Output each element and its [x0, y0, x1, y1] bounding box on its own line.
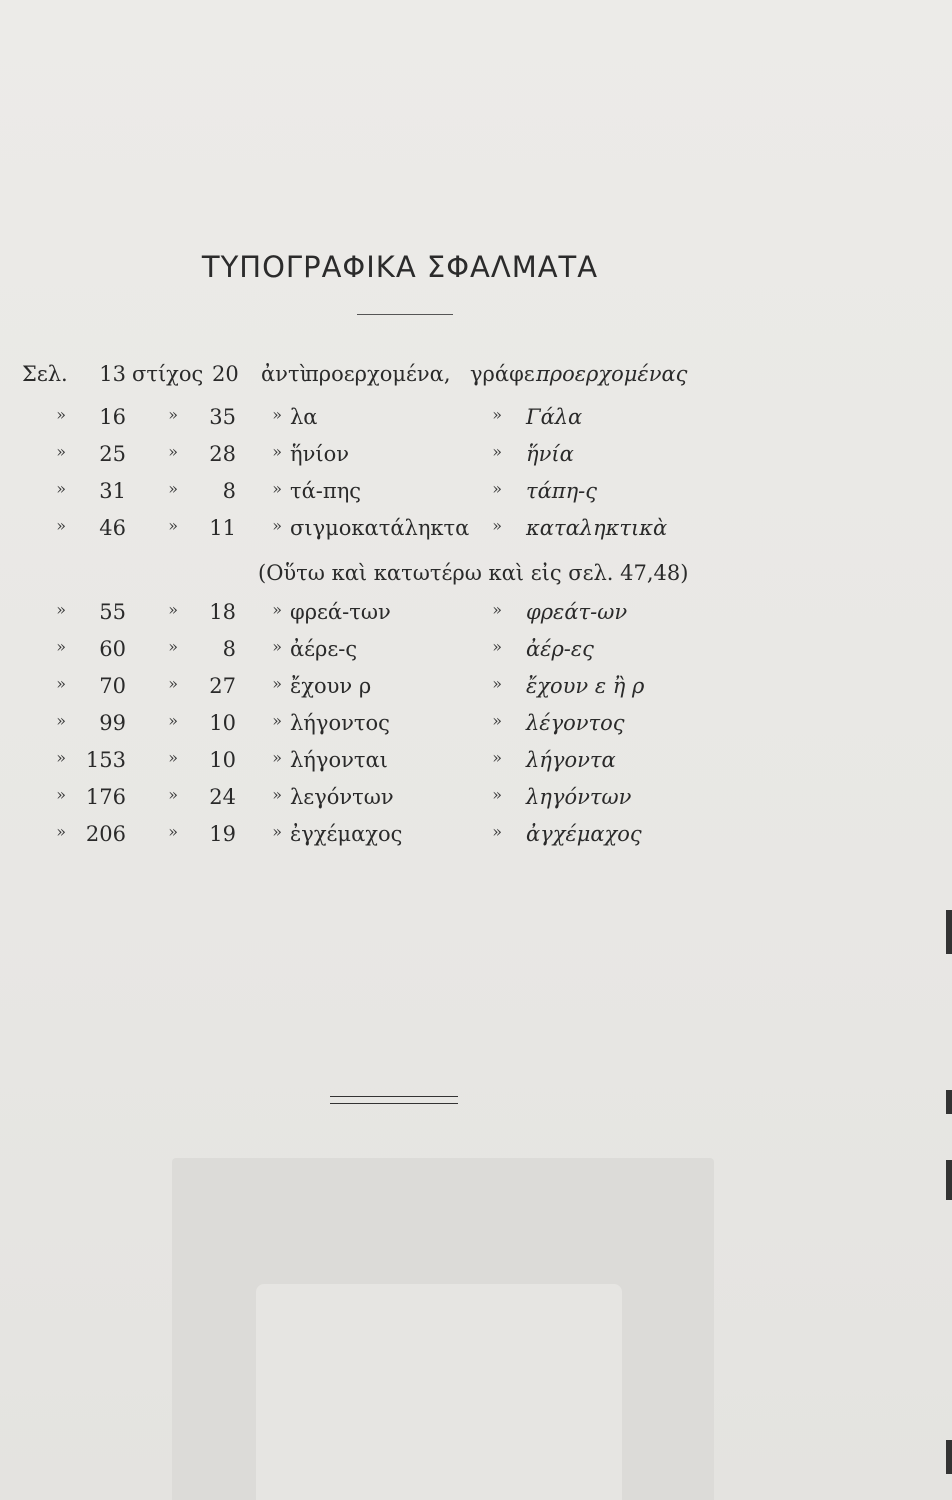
wrong-label: ἀντὶ: [261, 362, 308, 386]
title-divider: [357, 314, 453, 315]
line-number: 27: [209, 674, 236, 698]
errata-row: [0, 405, 952, 442]
page-number: 25: [99, 442, 126, 466]
ditto-mark: »: [272, 674, 282, 693]
line-number: 10: [209, 711, 236, 735]
ditto-mark: »: [168, 822, 178, 841]
line-number: 35: [209, 405, 236, 429]
ditto-mark: »: [272, 711, 282, 730]
line-number: 10: [209, 748, 236, 772]
double-divider: [330, 1096, 458, 1110]
page-edge-mark: [946, 1440, 952, 1474]
line-number: 20: [212, 362, 239, 386]
ditto-mark: »: [492, 442, 502, 461]
right-text: ἀέρ-ες: [526, 637, 594, 661]
wrong-text: ἀέρε-ς: [290, 637, 358, 661]
ditto-mark: »: [56, 405, 66, 424]
note-text: (Οὕτω καὶ κατωτέρω καὶ εἰς σελ. 47,48): [258, 561, 689, 585]
wrong-text: λα: [290, 405, 318, 429]
page-number: 153: [85, 748, 126, 772]
page-edge-mark: [946, 910, 952, 954]
ditto-mark: »: [168, 674, 178, 693]
wrong-text: ἥνίον: [290, 442, 349, 466]
ditto-mark: »: [272, 822, 282, 841]
page-number: 206: [85, 822, 126, 846]
right-text: προερχομένας: [536, 362, 688, 386]
right-text: λήγοντα: [526, 748, 616, 772]
ditto-mark: »: [56, 479, 66, 498]
ditto-mark: »: [272, 442, 282, 461]
line-number: 8: [222, 479, 236, 503]
ditto-mark: »: [56, 748, 66, 767]
ditto-mark: »: [492, 785, 502, 804]
ditto-mark: »: [492, 405, 502, 424]
errata-row: [0, 479, 952, 516]
right-label: γράφε: [470, 362, 535, 386]
page-number: 176: [85, 785, 126, 809]
ditto-mark: »: [56, 600, 66, 619]
right-text: ἔχουν ε ἢ ρ: [526, 674, 645, 698]
ditto-mark: »: [272, 785, 282, 804]
wrong-text: λήγοντος: [290, 711, 390, 735]
errata-row: [0, 674, 952, 711]
page-number: 99: [99, 711, 126, 735]
ditto-mark: »: [492, 822, 502, 841]
page-number: 16: [99, 405, 126, 429]
page-number: 13: [99, 362, 126, 386]
faded-stamp-window: [256, 1284, 622, 1500]
line-number: 18: [209, 600, 236, 624]
wrong-text: φρεά-των: [290, 600, 391, 624]
errata-row: [0, 442, 952, 479]
ditto-mark: »: [56, 822, 66, 841]
errata-rows-after-note: [0, 600, 952, 859]
ditto-mark: »: [56, 674, 66, 693]
ditto-mark: »: [492, 674, 502, 693]
page-prefix: Σελ.: [22, 362, 68, 386]
right-text: ληγόντων: [526, 785, 632, 809]
errata-row: [0, 822, 952, 859]
ditto-mark: »: [168, 600, 178, 619]
ditto-mark: »: [272, 479, 282, 498]
page-number: 55: [99, 600, 126, 624]
right-text: τάπη-ς: [526, 479, 598, 503]
errata-row: [0, 600, 952, 637]
line-number: 11: [209, 516, 236, 540]
ditto-mark: »: [56, 442, 66, 461]
line-label: στίχος: [132, 362, 204, 386]
errata-rows-before-note: [0, 405, 952, 553]
page-title: ΤΥΠΟΓΡΑΦΙΚΑ ΣΦΑΛΜΑΤΑ: [201, 250, 599, 284]
errata-note: [0, 553, 952, 600]
ditto-mark: »: [272, 637, 282, 656]
ditto-mark: »: [168, 516, 178, 535]
ditto-mark: »: [492, 516, 502, 535]
wrong-text: ἐγχέμαχος: [290, 822, 403, 846]
page-edge-mark: [946, 1090, 952, 1114]
line-number: 19: [209, 822, 236, 846]
ditto-mark: »: [272, 600, 282, 619]
page-edge-mark: [946, 1160, 952, 1200]
wrong-text: λεγόντων: [290, 785, 394, 809]
ditto-mark: »: [168, 442, 178, 461]
ditto-mark: »: [492, 748, 502, 767]
ditto-mark: »: [168, 785, 178, 804]
right-text: λέγοντος: [526, 711, 625, 735]
page-number: 31: [99, 479, 126, 503]
errata-table: [0, 362, 952, 859]
ditto-mark: »: [492, 637, 502, 656]
line-number: 28: [209, 442, 236, 466]
wrong-text: προερχομένα,: [305, 362, 451, 386]
wrong-text: τά-πης: [290, 479, 362, 503]
errata-row: [0, 785, 952, 822]
ditto-mark: »: [56, 711, 66, 730]
errata-row: [0, 516, 952, 553]
ditto-mark: »: [492, 600, 502, 619]
errata-row: [0, 711, 952, 748]
ditto-mark: »: [56, 785, 66, 804]
right-text: καταληκτικὰ: [526, 516, 668, 540]
errata-header-row: [0, 362, 952, 399]
page-number: 70: [99, 674, 126, 698]
errata-row: [0, 748, 952, 785]
ditto-mark: »: [272, 405, 282, 424]
ditto-mark: »: [168, 711, 178, 730]
ditto-mark: »: [168, 405, 178, 424]
ditto-mark: »: [168, 748, 178, 767]
ditto-mark: »: [168, 637, 178, 656]
ditto-mark: »: [272, 748, 282, 767]
right-text: Γάλα: [526, 405, 583, 429]
ditto-mark: »: [492, 479, 502, 498]
page-number: 46: [99, 516, 126, 540]
ditto-mark: »: [168, 479, 178, 498]
ditto-mark: »: [492, 711, 502, 730]
right-text: ἀγχέμαχος: [526, 822, 642, 846]
wrong-text: λήγονται: [290, 748, 388, 772]
line-number: 8: [222, 637, 236, 661]
wrong-text: ἔχουν ρ: [290, 674, 372, 698]
ditto-mark: »: [272, 516, 282, 535]
ditto-mark: »: [56, 637, 66, 656]
ditto-mark: »: [56, 516, 66, 535]
errata-row: [0, 637, 952, 674]
line-number: 24: [209, 785, 236, 809]
page-number: 60: [99, 637, 126, 661]
right-text: ἥνία: [526, 442, 574, 466]
right-text: φρεάτ-ων: [526, 600, 628, 624]
wrong-text: σιγμοκατάληκτα: [290, 516, 470, 540]
